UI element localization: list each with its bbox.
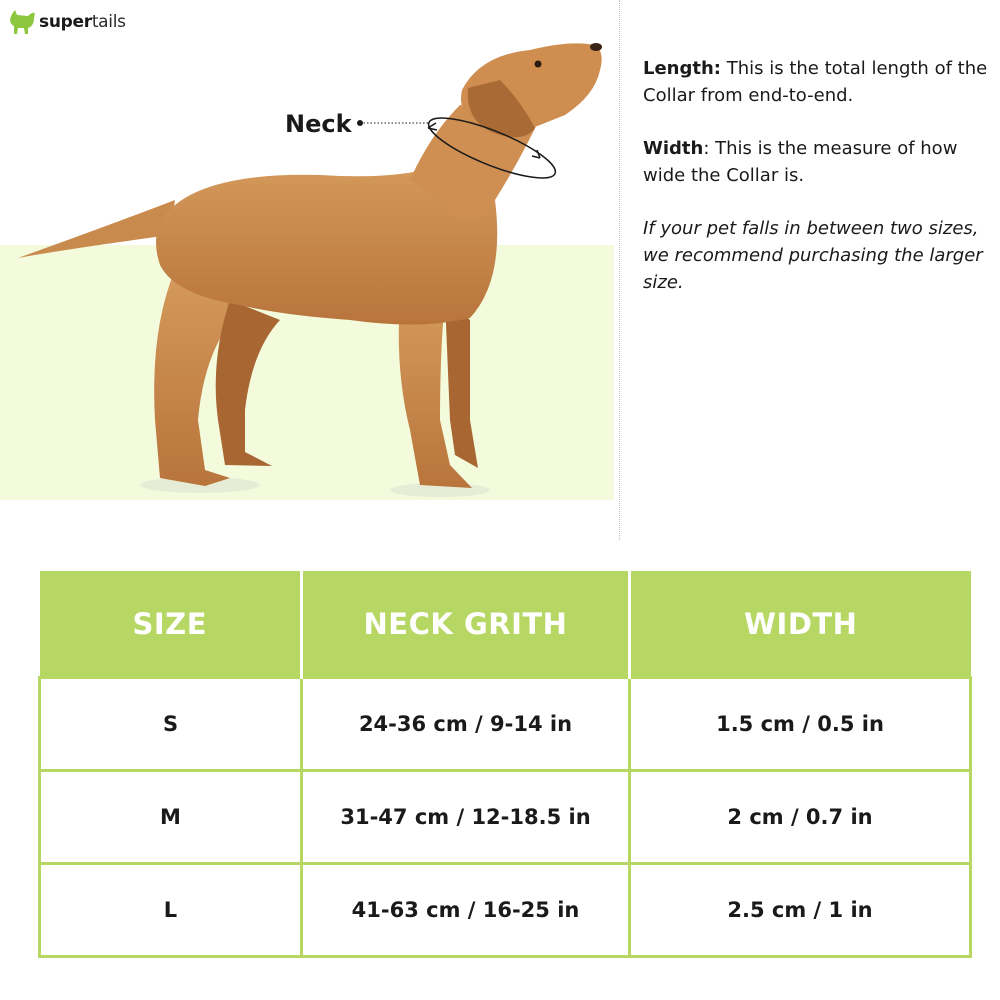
length-paragraph <box>643 55 988 109</box>
table-row <box>40 771 971 864</box>
width-cell: 1.5 cm / 0.5 in <box>630 678 971 771</box>
neck-girth-cell: 24-36 cm / 9-14 in <box>302 678 630 771</box>
header-size: SIZE <box>40 571 302 678</box>
table-row <box>40 864 971 957</box>
length-desc: This is the total length of the Collar from end-to-end. <box>643 58 988 106</box>
logo-text-bold: super <box>39 12 92 32</box>
table-row <box>40 678 971 771</box>
measurement-info <box>643 55 988 322</box>
width-cell: 2 cm / 0.7 in <box>630 771 971 864</box>
length-term: Length: <box>643 58 721 79</box>
logo-text-light: tails <box>91 12 126 32</box>
size-note: If your pet falls in between two sizes, we recommend purchasing the larger size. <box>643 218 983 293</box>
neck-girth-cell: 41-63 cm / 16-25 in <box>302 864 630 957</box>
puppy-illustration <box>0 30 620 500</box>
size-chart-table <box>38 571 972 958</box>
width-desc: : This is the measure of how wide the Collar is. <box>643 138 958 186</box>
neck-label: Neck <box>285 110 352 138</box>
header-width: WIDTH <box>630 571 971 678</box>
size-cell: M <box>40 771 302 864</box>
size-cell: S <box>40 678 302 771</box>
width-term: Width <box>643 138 704 159</box>
width-cell: 2.5 cm / 1 in <box>630 864 971 957</box>
neck-girth-cell: 31-47 cm / 12-18.5 in <box>302 771 630 864</box>
size-cell: L <box>40 864 302 957</box>
width-paragraph <box>643 135 988 189</box>
table-header-row <box>40 571 971 678</box>
header-neck-girth: NECK GRITH <box>302 571 630 678</box>
